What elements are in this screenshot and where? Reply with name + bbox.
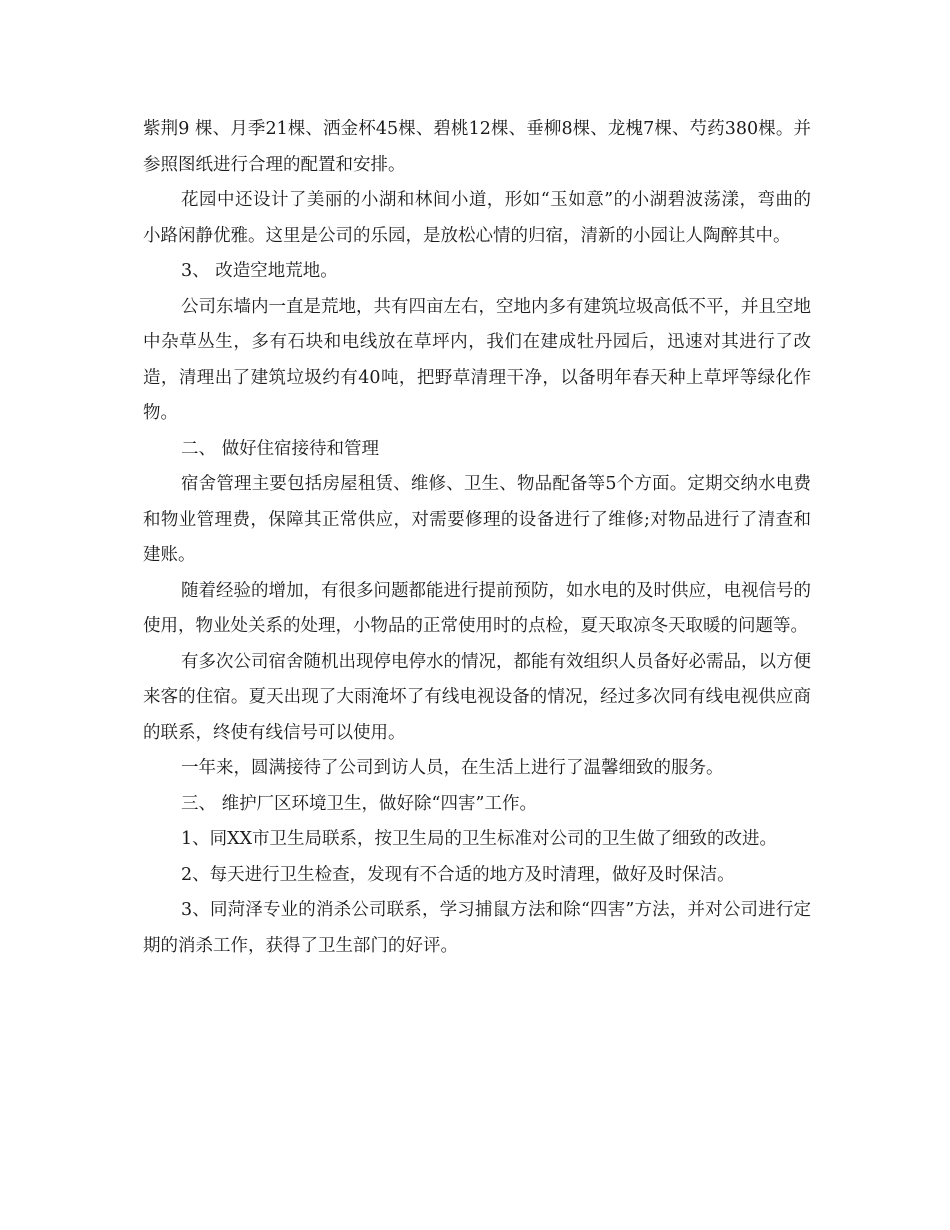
document-body (143, 112, 811, 964)
paragraph-yearly-reception: 一年来，圆满接待了公司到访人员，在生活上进行了温馨细致的服务。 (181, 758, 724, 778)
paragraph-power-water-outage: 有多次公司宿舍随机出现停电停水的情况，都能有效组织人员备好必需品，以方便来客的住宿。夏天出现了大雨淹坏了有线电视设备的情况，经过多次同有线电视供应商的联系，终使有线信号可以使用。 (143, 651, 811, 743)
list-item-health-bureau: 1、同XX市卫生局联系，按卫生局的卫生标准对公司的卫生做了细致的改进。 (181, 829, 778, 849)
heading-renovate-wasteland: 3、 改造空地荒地。 (181, 261, 338, 281)
paragraph-garden-lake: 花园中还设计了美丽的小湖和林间小道，形如“玉如意”的小湖碧波荡漾，弯曲的小路闲静优雅。这里是公司的乐园，是放松心情的归宿，清新的小园让人陶醉其中。 (143, 190, 811, 246)
list-item-daily-inspection: 2、每天进行卫生检查，发现有不合适的地方及时清理，做好及时保洁。 (181, 864, 735, 885)
paragraph-experience-prevention: 随着经验的增加，有很多问题都能进行提前预防，如水电的及时供应，电视信号的使用，物业处关系的处理，小物品的正常使用时的点检，夏天取凉冬天取暖的问题等。 (143, 580, 811, 636)
heading-environment-hygiene: 三、 维护厂区环境卫生，做好除“四害”工作。 (181, 793, 537, 814)
list-item-pest-control: 3、同菏泽专业的消杀公司联系，学习捕鼠方法和除“四害”方法，并对公司进行定期的消杀工作，获得了卫生部门的好评。 (143, 900, 811, 956)
paragraph-east-wall-wasteland: 公司东墙内一直是荒地，共有四亩左右，空地内多有建筑垃圾高低不平，并且空地中杂草丛生，多有石块和电线放在草坪内，我们在建成牡丹园后，迅速对其进行了改造，清理出了建筑垃圾约有40吨，把野草清理干净，以备明年春天种上草坪等绿化作物。 (143, 296, 811, 423)
paragraph-plant-list: 紫荆9 棵、月季21棵、洒金杯45棵、碧桃12棵、垂柳8棵、龙槐7棵、芍药380棵。并参照图纸进行合理的配置和安排。 (143, 119, 811, 175)
paragraph-dormitory-management: 宿舍管理主要包括房屋租赁、维修、卫生、物品配备等5个方面。定期交纳水电费和物业管理费，保障其正常供应，对需要修理的设备进行了维修;对物品进行了清查和建账。 (143, 474, 811, 565)
heading-accommodation: 二、 做好住宿接待和管理 (181, 438, 380, 459)
